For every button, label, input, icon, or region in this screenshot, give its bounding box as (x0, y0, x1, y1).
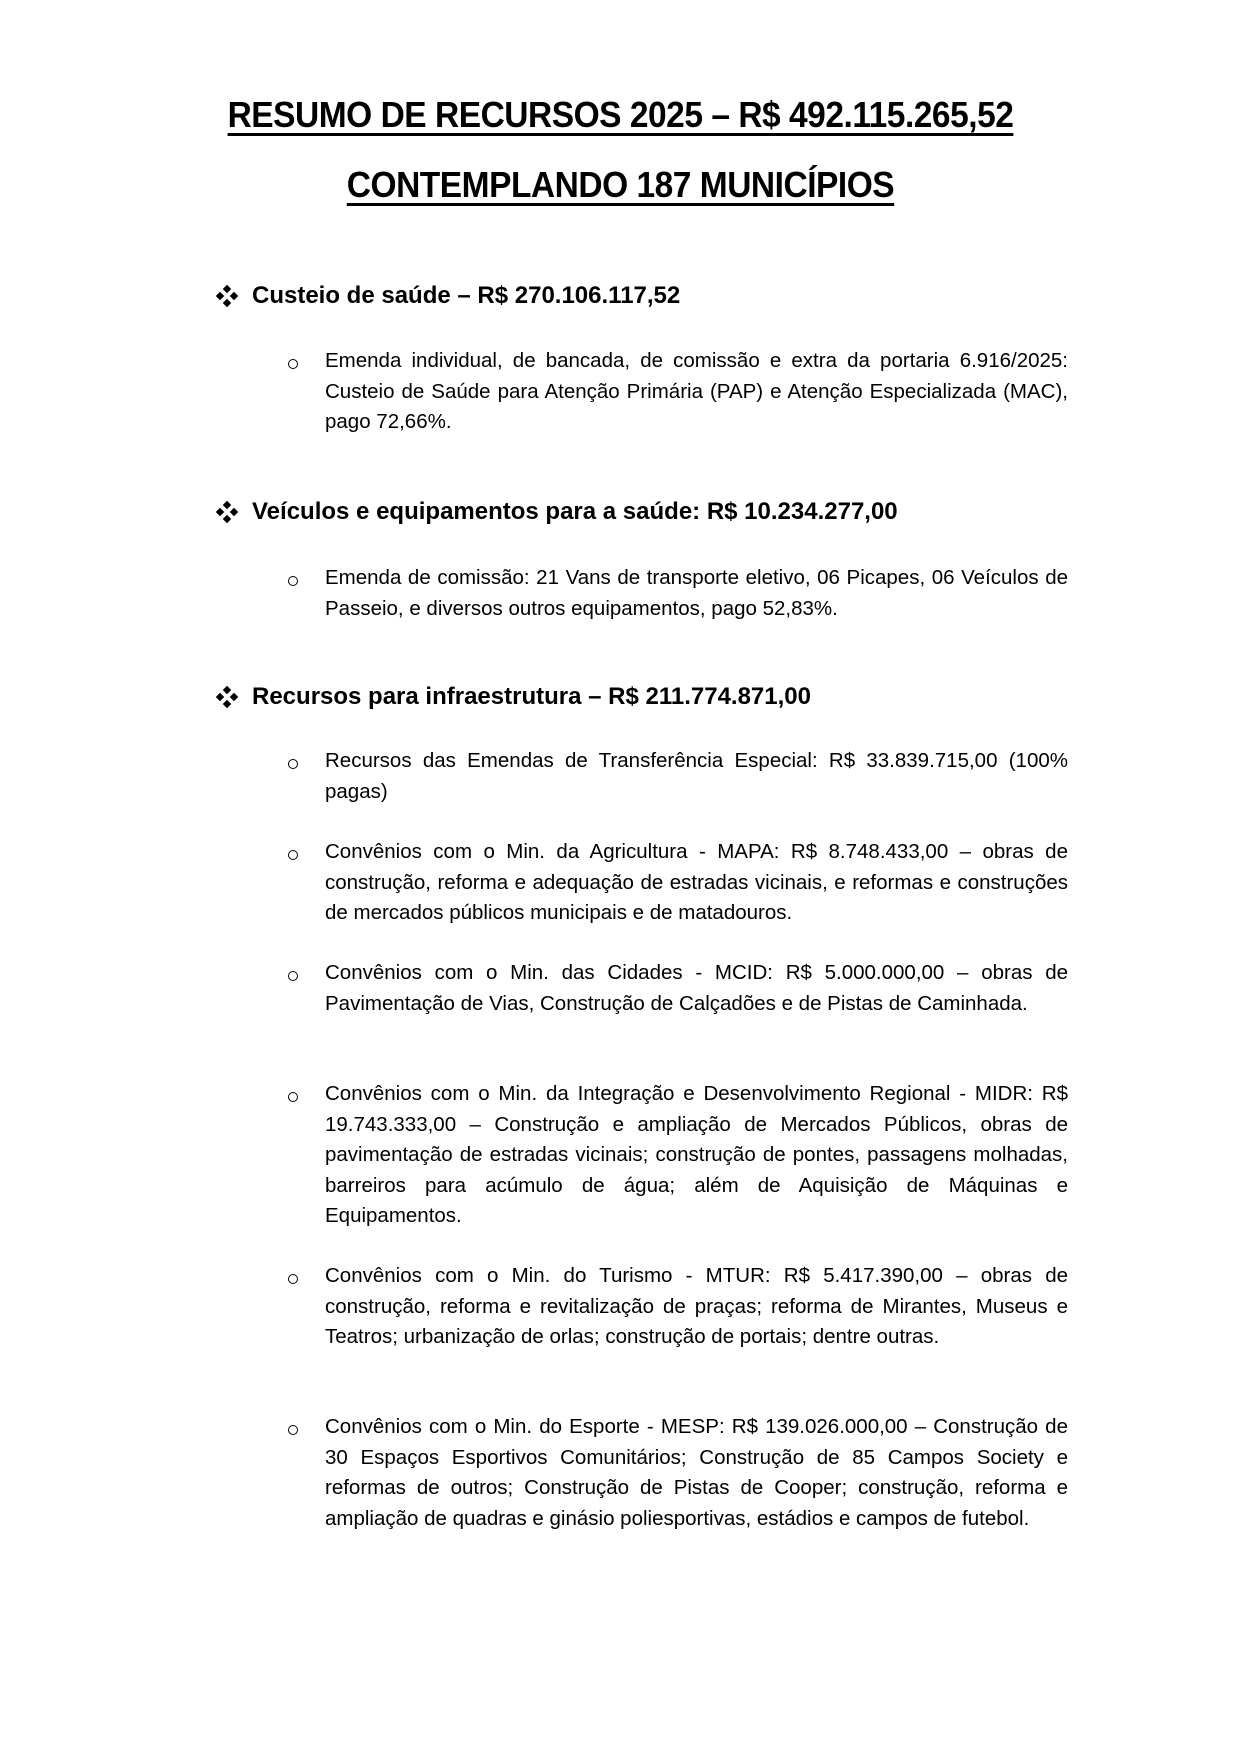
section-heading-veiculos-equipamentos (216, 498, 898, 526)
circle-bullet-icon (288, 359, 298, 369)
circle-bullet-icon (288, 759, 298, 769)
list-item (290, 958, 1068, 1019)
list-item-text: Convênios com o Min. do Esporte - MESP: R$ 139.026.000,00 – Construção de 30 Espaços Esportivos Comunitários; Construção de 85 Campos Society e reformas de outros; Construção de Pistas de Cooper; construção, reforma e ampliação de quadras e ginásio poliesportivas, estádios e campos de futebol. (325, 1415, 1068, 1530)
list-item-text: Recursos das Emendas de Transferência Especial: R$ 33.839.715,00 (100% pagas) (325, 749, 1068, 803)
section-heading-infraestrutura (216, 683, 811, 711)
diamond-four-icon (216, 501, 238, 523)
list-item-text: Convênios com o Min. da Agricultura - MAPA: R$ 8.748.433,00 – obras de construção, reforma e adequação de estradas vicinais, e reformas e construções de mercados públicos municipais e de matadouros. (325, 840, 1068, 924)
list-item-text: Convênios com o Min. da Integração e Desenvolvimento Regional - MIDR: R$ 19.743.333,00 – Construção e ampliação de Mercados Públicos, obras de pavimentação de estradas vicinais; construção de pontes, passagens molhadas, barreiros para acúmulo de água; além de Aquisição de Máquinas e Equipamentos. (325, 1082, 1068, 1227)
list-item (290, 346, 1068, 438)
section-heading-text: Veículos e equipamentos para a saúde: R$ 10.234.277,00 (252, 498, 898, 525)
document-title: RESUMO DE RECURSOS 2025 – R$ 492.115.265,52 (227, 94, 1014, 135)
circle-bullet-icon (288, 971, 298, 981)
section-heading-text: Recursos para infraestrutura – R$ 211.774.871,00 (252, 683, 811, 710)
list-item (290, 746, 1068, 807)
list-item-text: Emenda individual, de bancada, de comissão e extra da portaria 6.916/2025: Custeio de Saúde para Atenção Primária (PAP) e Atenção Especializada (MAC), pago 72,66%. (325, 349, 1068, 433)
circle-bullet-icon (288, 576, 298, 586)
list-item-text: Convênios com o Min. das Cidades - MCID: R$ 5.000.000,00 – obras de Pavimentação de Vias, Construção de Calçadões e de Pistas de Caminhada. (325, 961, 1068, 1015)
circle-bullet-icon (288, 850, 298, 860)
list-item (290, 563, 1068, 624)
diamond-four-icon (216, 686, 238, 708)
list-item (290, 837, 1068, 929)
circle-bullet-icon (288, 1425, 298, 1435)
document-subtitle: CONTEMPLANDO 187 MUNICÍPIOS (346, 164, 895, 205)
list-item-text: Emenda de comissão: 21 Vans de transporte eletivo, 06 Picapes, 06 Veículos de Passeio, e diversos outros equipamentos, pago 52,83%. (325, 566, 1068, 620)
circle-bullet-icon (288, 1092, 298, 1102)
list-item-text: Convênios com o Min. do Turismo - MTUR: R$ 5.417.390,00 – obras de construção, reforma e revitalização de praças; reforma de Mirantes, Museus e Teatros; urbanização de orlas; construção de portais; dentre outras. (325, 1264, 1068, 1348)
list-item (290, 1079, 1068, 1232)
list-item (290, 1412, 1068, 1534)
section-heading-text: Custeio de saúde – R$ 270.106.117,52 (252, 282, 681, 309)
section-heading-custeio-saude (216, 282, 680, 310)
circle-bullet-icon (288, 1274, 298, 1284)
list-item (290, 1261, 1068, 1353)
diamond-four-icon (216, 285, 238, 307)
